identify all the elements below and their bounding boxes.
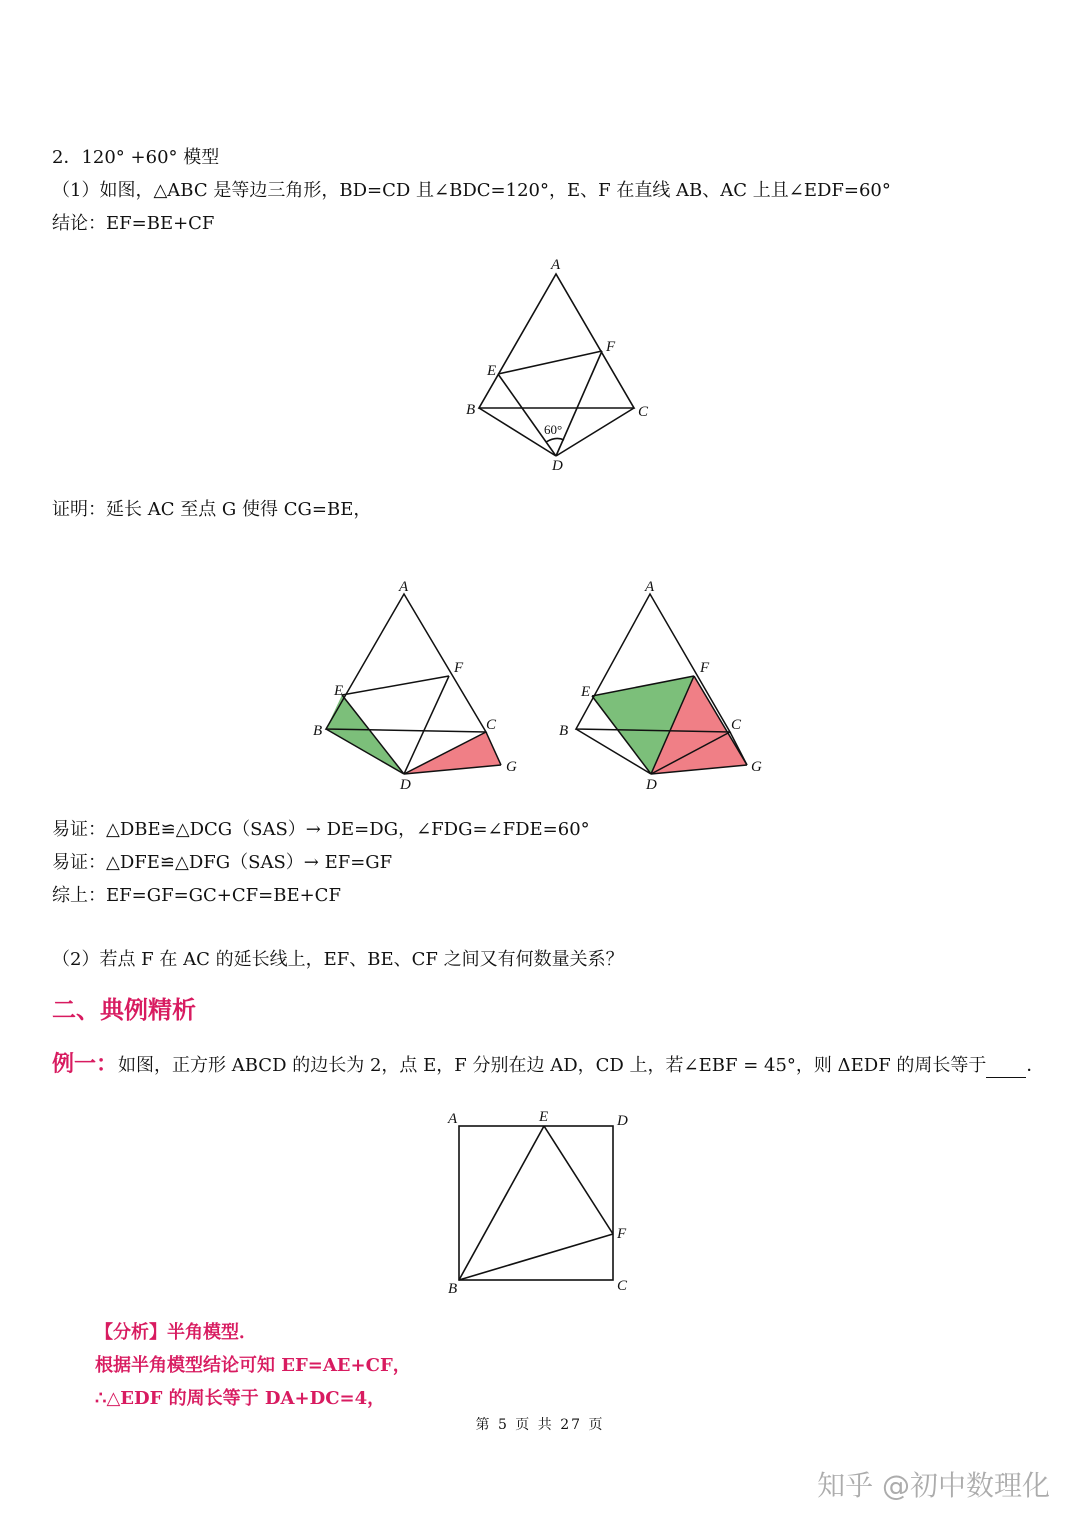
section-heading: 二、典例精析: [52, 995, 196, 1024]
label-d: D: [617, 1113, 628, 1129]
label-e: E: [581, 684, 591, 700]
label-a: A: [645, 579, 655, 595]
green-triangle: [326, 695, 404, 774]
label-a: A: [448, 1111, 458, 1127]
example-1: [52, 1052, 1044, 1078]
figure-equilateral-120: [440, 250, 670, 480]
easy-proof-2: 易证：△DFE≌△DFG（SAS）→ EF=GF: [52, 852, 393, 873]
section-title: 2．120° +60° 模型: [52, 147, 220, 168]
label-f: F: [606, 339, 616, 355]
label-f: F: [700, 660, 710, 676]
label-c: C: [731, 717, 742, 733]
label-b: B: [448, 1281, 458, 1297]
label-b: B: [313, 723, 323, 739]
label-c: C: [617, 1278, 628, 1294]
example-label: 例一：: [52, 1051, 119, 1077]
proof-line: 证明：延长 AC 至点 G 使得 CG=BE，: [52, 499, 372, 520]
conclusion: 结论：EF=BE+CF: [52, 213, 215, 234]
analysis-line-3: ∴△EDF 的周长等于 DA+DC=4，: [95, 1388, 386, 1409]
question-1: （1）如图，△ABC 是等边三角形，BD=CD 且∠BDC=120°，E、F 在直线 AB、AC 上且∠EDF=60°: [52, 180, 891, 201]
red-triangle: [404, 732, 501, 774]
question-2: （2）若点 F 在 AC 的延长线上，EF、BE、CF 之间又有何数量关系？: [52, 949, 624, 970]
analysis-line-2: 根据半角模型结论可知 EF=AE+CF，: [95, 1355, 411, 1376]
label-d: D: [646, 777, 657, 793]
label-c: C: [486, 717, 497, 733]
angle-label: 60°: [544, 422, 563, 437]
label-c: C: [638, 404, 649, 420]
label-d: D: [400, 777, 411, 793]
label-f: F: [617, 1226, 627, 1242]
label-e: E: [487, 363, 497, 379]
label-b: B: [559, 723, 569, 739]
example-text: 如图，正方形 ABCD 的边长为 2，点 E，F 分别在边 AD，CD 上，若∠EBF = 45°，则 ΔEDF 的周长等于: [118, 1055, 987, 1076]
label-g: G: [751, 759, 762, 775]
label-f: F: [454, 660, 464, 676]
page-number: 第 5 页 共 27 页: [475, 1417, 605, 1433]
label-g: G: [506, 759, 517, 775]
label-b: B: [466, 402, 476, 418]
example-end: ．: [1026, 1055, 1045, 1076]
answer-blank: [986, 1059, 1026, 1078]
label-a: A: [551, 257, 561, 273]
analysis-line-1: 【分析】半角模型．: [95, 1322, 257, 1343]
label-e: E: [334, 683, 344, 699]
label-d: D: [552, 458, 563, 474]
figure-square: [436, 1104, 646, 1304]
figure-proof-step-1: [300, 572, 530, 802]
easy-proof-1: 易证：△DBE≌△DCG（SAS）→ DE=DG，∠FDG=∠FDE=60°: [52, 819, 590, 840]
label-e: E: [539, 1109, 549, 1125]
label-a: A: [399, 579, 409, 595]
summary-line: 综上：EF=GF=GC+CF=BE+CF: [52, 885, 341, 906]
figure-proof-step-2: [546, 572, 776, 802]
watermark: 知乎 @初中数理化: [817, 1469, 1050, 1502]
